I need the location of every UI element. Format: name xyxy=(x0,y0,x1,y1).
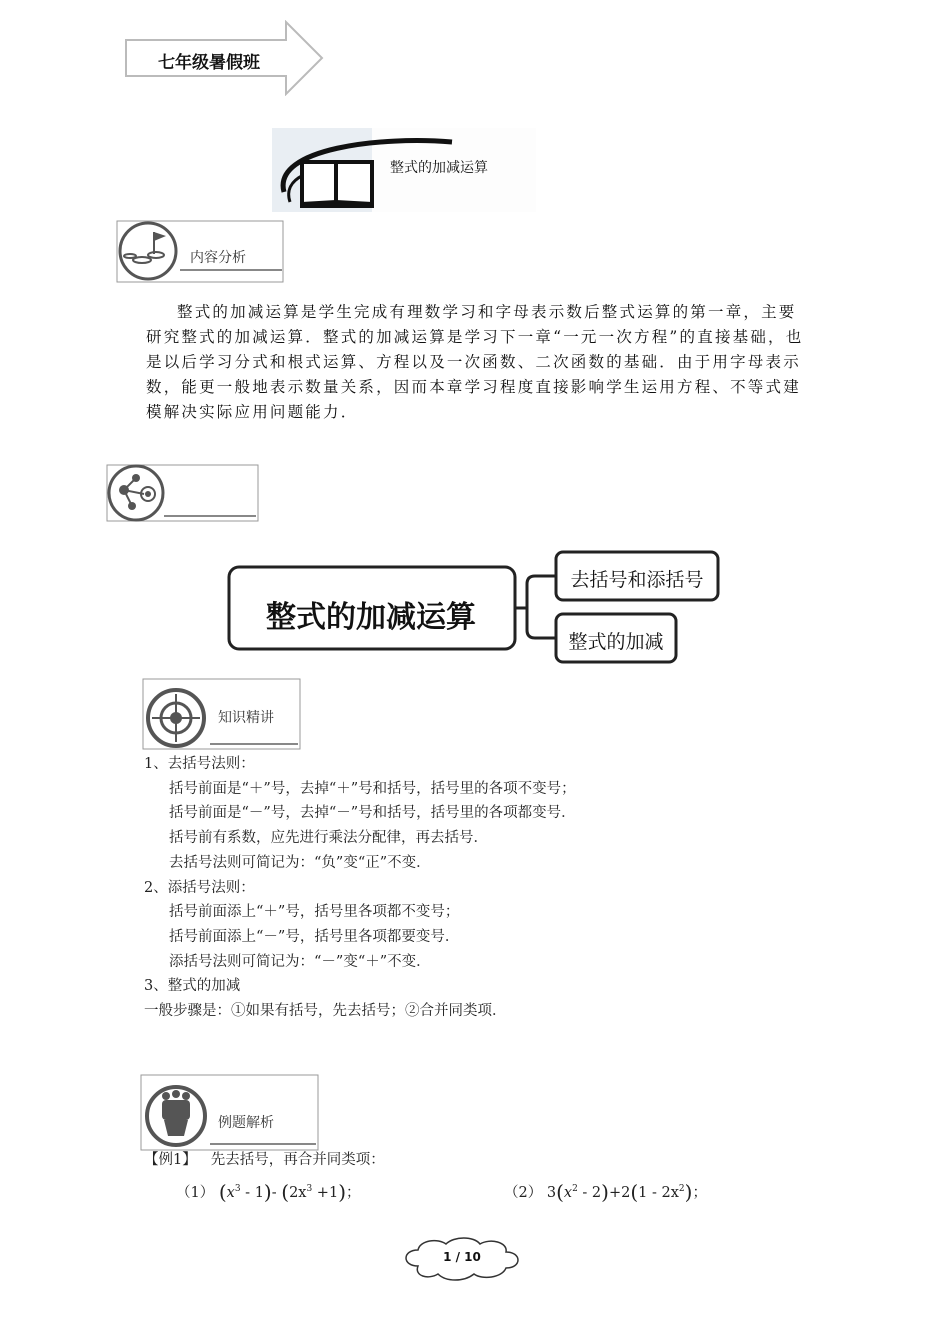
math-operator: - xyxy=(271,1185,282,1201)
math-punct: ； xyxy=(692,1185,707,1201)
page-number: 1 / 10 xyxy=(443,1250,481,1264)
problem-number: （1） xyxy=(176,1185,215,1201)
rule-heading-3: 3、整式的加减 xyxy=(144,978,241,995)
section-knowledge: 知识精讲 xyxy=(218,710,274,726)
math-term: - 1 xyxy=(240,1185,264,1201)
rule-line: 一般步骤是：①如果有括号，先去括号；②合并同类项． xyxy=(144,1003,507,1020)
section-content-analysis: 内容分析 xyxy=(190,250,246,266)
math-term: - 2 xyxy=(577,1185,602,1201)
rule-line: 括号前面是“＋”号，去掉“＋”号和括号，括号里的各项不变号； xyxy=(169,780,576,797)
math-term: 3 xyxy=(546,1185,557,1201)
rule-line: 括号前面添上“＋”号，括号里各项都不变号； xyxy=(169,904,460,921)
math-term: x xyxy=(563,1185,573,1201)
math-term: +1 xyxy=(312,1185,339,1201)
math-exponent: 3 xyxy=(306,1184,313,1195)
example-heading xyxy=(144,1148,385,1169)
math-exponent: 3 xyxy=(234,1184,241,1195)
math-term: 1 - 2x xyxy=(638,1185,679,1201)
rule-heading-1: 1、去括号法则： xyxy=(144,756,255,772)
math-exponent: 2 xyxy=(572,1184,578,1195)
rule-heading-2: 2、添括号法则： xyxy=(144,879,255,896)
rule-line: 括号前面添上“－”号，括号里各项都要变号． xyxy=(169,928,460,945)
example-label: 【例1】 xyxy=(144,1152,197,1168)
math-term: 2x xyxy=(289,1185,307,1201)
rule-line: 添括号法则可简记为：“－”变“＋”不变． xyxy=(169,953,431,970)
rule-line: 括号前有系数，应先进行乘法分配律，再去括号． xyxy=(169,830,488,847)
rule-line: 去括号法则可简记为：“负”变“正”不变． xyxy=(169,854,431,871)
mindmap-branch-1: 去括号和添括号 xyxy=(570,569,704,591)
mindmap-center: 整式的加减运算 xyxy=(266,600,476,635)
chapter-title: 整式的加减运算 xyxy=(390,160,488,176)
section-examples: 例题解析 xyxy=(218,1115,274,1131)
example-instruction: 先去括号，再合并同类项： xyxy=(210,1152,385,1168)
knowledge-content xyxy=(144,752,576,1024)
example-problem-2: （2） $3(x^2 - 2)+2(1 - 2x^2)$； xyxy=(504,1180,707,1204)
math-term: x xyxy=(226,1185,235,1201)
math-term: +2 xyxy=(608,1185,631,1201)
math-punct: ； xyxy=(346,1185,361,1201)
grade-label: 七年级暑假班 xyxy=(158,53,260,73)
example-problem-1: （1） $(x^3 - 1)-$ $(2x^3 +1)$； xyxy=(176,1180,361,1204)
mindmap-branch-2: 整式的加减 xyxy=(568,631,664,653)
intro-paragraph: 整式的加减运算是学生完成有理数学习和字母表示数后整式运算的第一章，主要研究整式的加减运算．整式的加减运算是学习下一章“一元一次方程”的直接基础，也是以后学习分式和根式运算、方程以及一次函数、二次函数的基础．由于用字母表示数，能更一般地表示数量关系，因而本章学习程度直接影响学生运用方程、不等式建模解决实际应用问题能力． xyxy=(146,303,804,421)
problem-number: （2） xyxy=(504,1185,543,1201)
rule-line: 括号前面是“－”号，去掉“－”号和括号，括号里的各项都变号． xyxy=(169,805,576,822)
math-exponent: 2 xyxy=(678,1184,685,1195)
network-icon xyxy=(106,464,260,524)
